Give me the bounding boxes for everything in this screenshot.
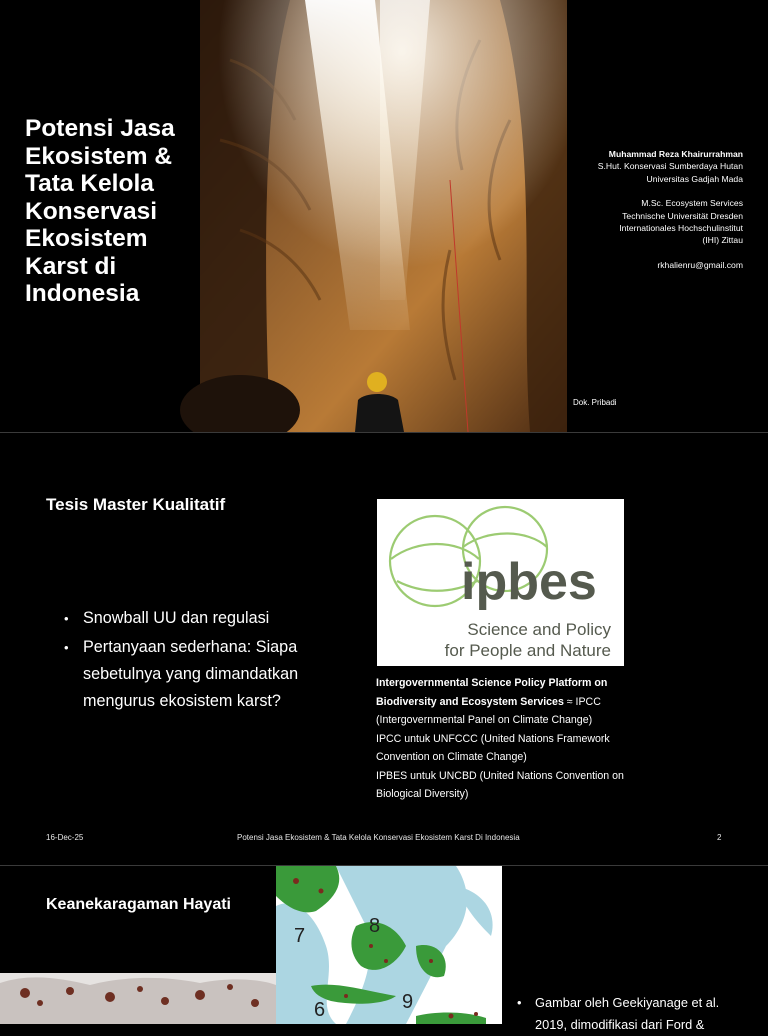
footer-title: Potensi Jasa Ekosistem & Tata Kelola Konservasi Ekosistem Karst Di Indonesia (237, 833, 520, 842)
photo-credit: Dok. Pribadi (573, 398, 617, 407)
thesis-bullet-list (64, 605, 354, 717)
author-info (543, 148, 743, 271)
ipbes-ipcc-comparison: ≈ IPCC (Intergovernmental Panel on Climate Change) (376, 695, 601, 726)
list-item: • Pertanyaan sederhana: Siapa sebetulnya yang dimandatkan mengurus ekosistem karst? (64, 634, 354, 715)
degree-2-line-3: Internationales Hochschulinstitut (619, 223, 743, 234)
world-karst-map (0, 973, 276, 1024)
ipbes-tagline-1: Science and Policy (467, 620, 611, 639)
biodiversity-bullet-list (517, 992, 747, 1036)
cave-photo (200, 0, 567, 432)
author-email[interactable]: rkhalienru@gmail.com (657, 259, 743, 270)
ipcc-unfccc-line: IPCC untuk UNFCCC (United Nations Framework Convention on Climate Change) (376, 732, 610, 763)
slide-title (0, 0, 768, 432)
ipbes-wordmark: ipbes (461, 553, 597, 611)
map-region-label-8: 8 (369, 915, 381, 937)
ipbes-full-name: Intergovernmental Science Policy Platform on Biodiversity and Ecosystem Services (376, 677, 608, 708)
list-item: • Snowball UU dan regulasi (64, 605, 354, 632)
slide-2-title: Tesis Master Kualitatif (46, 495, 226, 514)
author-name: Muhammad Reza Khairurrahman (608, 149, 743, 159)
footer-date: 16-Dec-25 (46, 833, 84, 842)
ipbes-definition (376, 674, 666, 730)
degree-2-line-2: Technische Universität Dresden (622, 210, 743, 221)
map-region-label-7: 7 (294, 925, 306, 947)
degree-1-line-2: Universitas Gadjah Mada (646, 173, 743, 184)
ipbes-description (376, 674, 666, 804)
presentation-title: Potensi Jasa Ekosistem & Tata Kelola Konservasi Ekosistem Karst di Indonesia (25, 115, 175, 307)
ipbes-logo (377, 499, 624, 666)
footer-page-number: 2 (717, 833, 722, 842)
degree-2-line-4: (IHI) Zittau (702, 235, 743, 246)
degree-1-line-1: S.Hut. Konservasi Sumberdaya Hutan (597, 161, 743, 172)
map-region-label-6: 6 (314, 999, 326, 1021)
ipbes-uncbd-line: IPBES untuk UNCBD (United Nations Convention on Biological Diversity) (376, 769, 624, 800)
degree-2-line-1: M.Sc. Ecosystem Services (641, 198, 743, 209)
slide-3-title: Keanekaragaman Hayati (46, 896, 231, 913)
ipbes-tagline-2: for People and Nature (444, 641, 611, 660)
slide-thesis (0, 433, 768, 865)
list-item: • Gambar oleh Geekiyanage et al. 2019, dimodifikasi dari Ford & (517, 992, 747, 1036)
slide-biodiversity (0, 866, 768, 1032)
southeast-asia-map (276, 866, 502, 1024)
map-region-label-9: 9 (402, 991, 414, 1013)
